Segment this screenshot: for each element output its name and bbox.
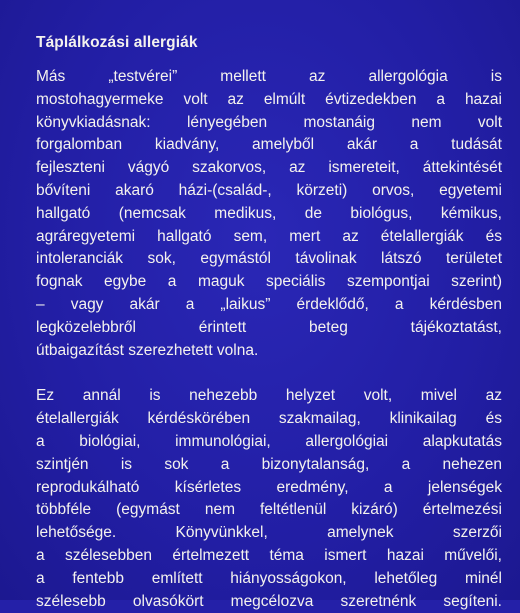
blurb-paragraph-1 — [36, 66, 502, 362]
text-line: agráregyetemi hallgató sem, mert az ételallergiák és — [36, 227, 502, 245]
text-line: szélesebb olvasókört megcélozva szeretnénk segíteni. — [36, 592, 502, 610]
text-line: a biológiai, immunológiai, allergológiai alapkutatás — [36, 432, 502, 450]
text-line: többféle (egymást nem feltétlenül kizáró) értelmezési — [36, 501, 502, 519]
text-line: fognak egybe a maguk speciális szempontjai szerint) — [36, 273, 502, 291]
text-line: Más „testvérei” mellett az allergológia is — [36, 68, 502, 85]
blurb-paragraph-2 — [36, 385, 502, 613]
blurb-text-block — [36, 34, 502, 613]
text-line: a fentebb említett hiányosságokon, lehetőleg minél — [36, 569, 502, 587]
text-line: fejleszteni vágyó szakorvos, az ismereteit, áttekintését — [36, 159, 502, 177]
text-line: intoleranciák sok, egymástól távolinak látszó területet — [36, 250, 502, 268]
text-line: – vagy akár a „laikus” érdeklődő, a kérdésben — [36, 295, 502, 313]
text-line: reprodukálható kísérletes eredmény, a jelenségek — [36, 478, 502, 496]
text-line: Ez annál is nehezebb helyzet volt, mivel az — [36, 387, 502, 405]
text-line: legközelebbről érintett beteg tájékoztatást, — [36, 318, 502, 336]
text-line: bővíteni akaró házi-(család-, körzeti) orvos, egyetemi — [36, 181, 502, 199]
blurb-heading: Táplálkozási allergiák — [36, 34, 198, 51]
text-line: útbaigazítást szerezhetett volna. — [36, 341, 259, 359]
text-line: forgalomban kiadvány, amelyből akár a tudását — [36, 136, 502, 154]
text-line: hallgató (nemcsak medikus, de biológus, kémikus, — [36, 204, 502, 222]
text-line: ételallergiák kérdéskörében szakmailag, klinikailag és — [36, 410, 502, 428]
text-line: mostohagyermeke volt az elmúlt évtizedekben a hazai — [36, 90, 502, 108]
text-line: könyvkiadásnak: lényegében mostanáig nem volt — [36, 113, 502, 131]
text-line: szintjén is sok a bizonytalanság, a nehezen — [36, 455, 502, 473]
text-line: a szélesebben értelmezett téma ismert hazai művelői, — [36, 546, 502, 564]
text-line: lehetősége. Könyvünkkel, amelynek szerzői — [36, 524, 502, 542]
